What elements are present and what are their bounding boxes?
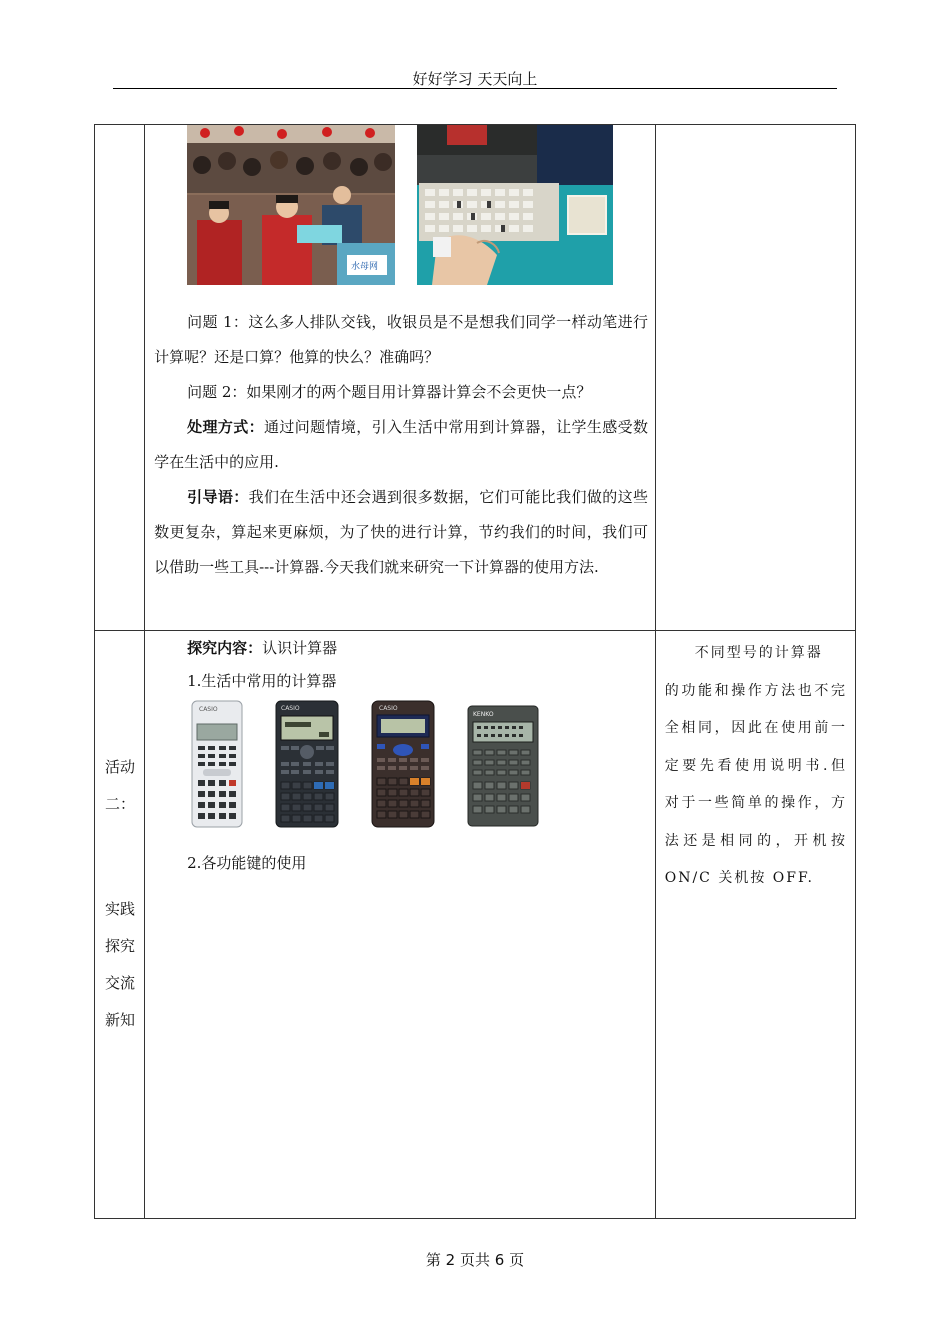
activity-label-cell	[95, 631, 145, 1219]
side-note-first: 不同型号的计算器	[694, 645, 823, 661]
guide-paragraph	[154, 480, 648, 585]
list-item: 1.生活中常用的计算器	[187, 672, 337, 690]
question-2: 问题 2：如果刚才的两个题目用计算器计算会不会更快一点？	[187, 383, 592, 401]
calculator-brand: CASIO	[379, 705, 398, 712]
cash-register-photo	[417, 125, 613, 285]
content-heading	[154, 637, 648, 659]
supermarket-queue-photo	[187, 125, 395, 285]
calculator-image	[275, 700, 339, 828]
calculator-brand: KENKO	[473, 711, 494, 718]
side-note-rest: 的功能和操作方法也不完全相同，因此在使用前一定要先看使用说明书.但对于一些简单的操作，方法还是相同的，开机按 ON/C 关机按 OFF.	[664, 682, 847, 886]
list-item: 2.各功能键的使用	[187, 854, 307, 872]
side-note	[656, 631, 855, 898]
activity-number: 活动二：	[104, 758, 135, 813]
notes-cell	[655, 125, 855, 631]
guide-text: 我们在生活中还会遇到很多数据，它们可能比我们做的这些数更复杂，算起来更麻烦，为了快的进行计算，节约我们的时间，我们可以借助一些工具---计算器.今天我们就来研究一下计算器的使用方法.	[154, 488, 649, 576]
calculator-images	[145, 700, 655, 830]
activity-label-cell	[95, 125, 145, 631]
calculator-image	[371, 700, 435, 828]
method-paragraph	[154, 410, 648, 480]
watermark-text: 水母网	[351, 262, 379, 272]
activity-name: 实践探究交流新知	[104, 900, 135, 1029]
guide-label: 引导语：	[187, 488, 249, 506]
calculator-brand: CASIO	[281, 705, 300, 712]
header-divider	[113, 88, 837, 89]
content-cell	[145, 631, 656, 1219]
content-cell	[145, 125, 656, 631]
photo-strip	[145, 125, 655, 287]
content-label: 探究内容：	[187, 639, 263, 657]
content-text: 认识计算器	[262, 639, 338, 657]
calculator-image	[467, 700, 539, 828]
notes-cell	[655, 631, 855, 1219]
table-row	[95, 125, 856, 631]
method-label: 处理方式：	[187, 418, 264, 436]
activity-label	[95, 631, 145, 1039]
question-1: 问题 1：这么多人排队交钱，收银员是不是想我们同学一样动笔进行计算呢？还是口算？他算的快么？准确吗？	[154, 313, 649, 366]
calculator-brand: CASIO	[199, 706, 218, 713]
header-title: 好好学习 天天向上	[412, 70, 538, 88]
method-text: 通过问题情境，引入生活中常用到计算器，让学生感受数学在生活中的应用.	[154, 418, 649, 471]
table-row	[95, 631, 856, 1219]
lesson-plan-table	[94, 124, 856, 1219]
calculator-image	[191, 700, 243, 828]
page-footer: 第 2 页共 6 页	[425, 1251, 525, 1269]
